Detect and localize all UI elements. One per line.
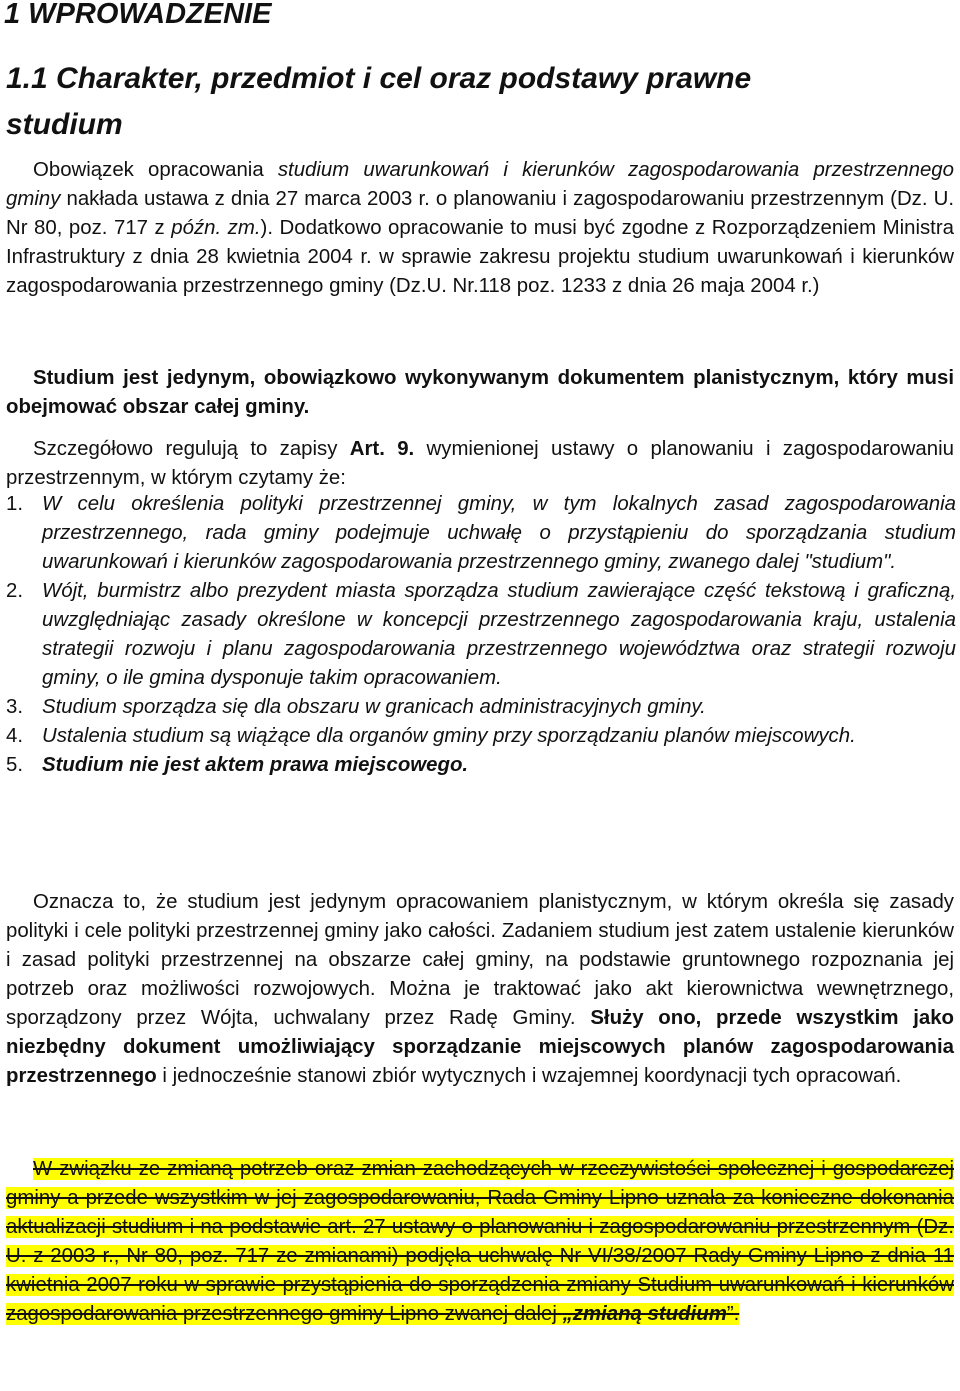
paragraph-legal-basis — [6, 156, 954, 301]
list-item — [6, 751, 956, 780]
list-item-text: Studium nie jest aktem prawa miejscowego. — [42, 754, 469, 776]
section-heading: 1.1 Charakter, przedmiot i cel oraz podstawy prawne studium — [6, 62, 752, 141]
p3-article: Art. 9. — [349, 438, 415, 460]
p3-text-a: Szczegółowo regulują to zapisy — [33, 438, 350, 460]
list-item — [6, 722, 956, 751]
list-item-number: 2. — [6, 580, 24, 602]
paragraph-amendment-highlighted — [6, 1155, 954, 1329]
chapter-heading: 1 WPROWADZENIE — [4, 0, 272, 30]
list-item-text: Ustalenia studium są wiążące dla organów gminy przy sporządzaniu planów miejscowych. — [42, 725, 856, 747]
p1-study-title: studium uwarunkowań i kierunków zagospodarowania przestrzennego gminy — [6, 159, 954, 210]
p1-text-c: nakłada ustawa z dnia 27 marca 2003 r. o planowaniu i zagospodarowaniu przestrzennym (Dz. U. Nr 80, poz. 717 z — [6, 188, 954, 239]
list-item — [6, 693, 956, 722]
paragraph-study-purpose — [6, 888, 954, 1091]
p1-text-e: ). Dodatkowo opracowanie to musi być zgodne z Rozporządzeniem Ministra Infrastruktury z dnia 28 kwietnia 2004 r. w sprawie zakresu projektu studium uwarunkowań i kierunków zagospodarowania przestrzennego gminy (Dz.U. Nr.118 poz. 1233 z dnia 26 maja 2004 r.) — [6, 217, 954, 297]
paragraph-article-reference — [6, 435, 954, 493]
list-item-number: 5. — [6, 754, 24, 776]
list-item-text: Studium sporządza się dla obszaru w granicach administracyjnych gminy. — [42, 696, 706, 718]
list-item-number: 4. — [6, 725, 24, 747]
list-item — [6, 577, 956, 693]
p1-amendments: późn. zm. — [171, 217, 261, 239]
article-points-list — [6, 490, 956, 780]
p5-study-change: „zmianą studium — [562, 1303, 727, 1325]
p1-text-a: Obowiązek opracowania — [33, 159, 278, 181]
list-item-text: W celu określenia polityki przestrzennej gminy, w tym lokalnych zasad zagospodarowania przestrzennego, rada gminy podejmuje uchwałę o przystąpieniu do sporządzania studium uwarunkowań i kierunków zagospodarowania przestrzennego gminy, zwanego dalej "studium". — [42, 493, 956, 573]
p4-text-a: Oznacza to, że studium jest jedynym opracowaniem planistycznym, w którym określa się zasady polityki i cele polityki przestrzennej gminy jako całości. Zadaniem studium jest zatem ustalenie kierunków i zasad polityki przestrzennej na obszarze całej gminy, na podstawie gruntownego rozpoznania jej potrzeb oraz możliwości rozwojowych. Można je traktować jako akt kierownictwa wewnętrznego, sporządzony przez Wójta, uchwalany przez Radę Gminy. — [6, 891, 954, 1029]
list-item — [6, 490, 956, 577]
list-item-text: Wójt, burmistrz albo prezydent miasta sporządza studium zawierające część tekstową i graficzną, uwzględniając zasady określone w koncepcji przestrzennego zagospodarowania kraju, ustalenia strategii rozwoju i planu zagospodarowania przestrzennego województwa oraz strategii rozwoju gminy, o ile gmina dysponuje takim opracowaniem. — [42, 580, 956, 689]
p5-text-c: ”. — [726, 1303, 740, 1325]
p4-text-c: i jednocześnie stanowi zbiór wytycznych i wzajemnej koordynacji tych opracowań. — [156, 1065, 902, 1087]
list-item-number: 3. — [6, 696, 24, 718]
p4-bold-statement: Służy ono, przede wszystkim jako niezbędny dokument umożliwiający sporządzanie miejscowych planów zagospodarowania przestrzennego — [6, 1007, 954, 1087]
list-item-number: 1. — [6, 493, 24, 515]
paragraph-study-definition: Studium jest jedynym, obowiązkowo wykonywanym dokumentem planistycznym, który musi obejmować obszar całej gminy. — [6, 367, 954, 418]
p3-text-b: wymienionej ustawy o planowaniu i zagospodarowaniu przestrzennym, w którym czytamy że: — [6, 438, 954, 489]
p5-text-a: W związku ze zmianą potrzeb oraz zmian zachodzących w rzeczywistości społecznej i gospodarczej gminy a przede wszystkim w jej zagospodarowaniu, Rada Gminy Lipno uznała za konieczne dokonania aktualizacji studium i na podstawie art. 27 ustawy o planowaniu i zagospodarowaniu przestrzennym (Dz. U. z 2003 r., Nr 80, poz. 717 ze zmianami) podjęła uchwałę Nr VI/38/2007 Rady Gminy Lipno z dnia 11 kwietnia 2007 roku w sprawie przystąpienia do sporządzenia zmiany Studium uwarunkowań i kierunków zagospodarowania przestrzennego gminy Lipno zwanej dalej — [6, 1158, 954, 1325]
